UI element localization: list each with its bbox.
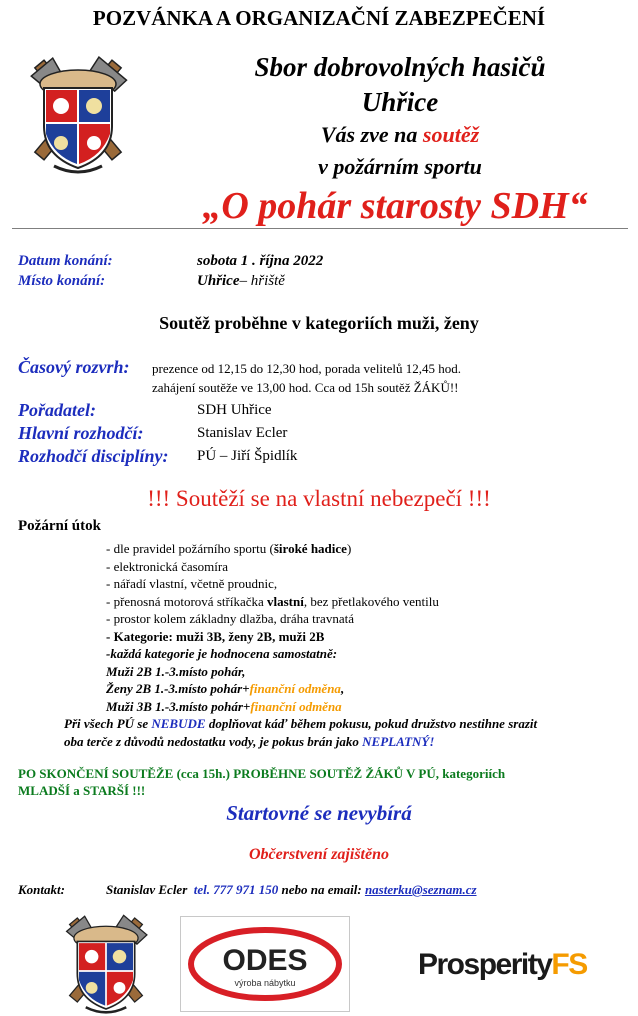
invitation-highlight: soutěž [422,122,480,147]
attack-item-3: - nářadí vlastní, včetně proudnic, [106,576,278,591]
youth-line-2: MLADŠÍ a STARŠÍ !!! [18,783,146,798]
chief-judge-value: Stanislav Ecler [197,425,288,441]
firefighter-emblem-icon [52,906,160,1014]
contact-phone: tel. 777 971 150 [193,882,279,897]
place-label: Místo konání: [18,273,106,289]
attack-item-7: -každá kategorie je hodnocena samostatně: [106,646,338,661]
schedule-line-1: prezence od 12,15 do 12,30 hod, porada velitelů 12,45 hod. [152,361,462,376]
attack-item-2: - elektronická časomíra [106,558,228,574]
schedule-line-2: zahájení soutěže ve 13,00 hod. Cca od 15h soutěž ŽÁKŮ!! [152,380,459,395]
invitation-line [190,122,610,148]
cup-name: „O pohár starosty SDH“ [202,185,588,227]
contact-mid: nebo na email: [278,882,365,897]
organization-town: Uhřice [361,87,439,117]
prosperity-logo [418,948,587,982]
contact-label: Kontakt: [18,882,65,897]
youth-line-1: PO SKONČENÍ SOUTĚŽE (cca 15h.) PROBĚHNE SOUTĚŽ ŽÁKŮ V PÚ, kategoriích [18,766,506,781]
discipline-judges-label: Rozhodčí disciplíny: [18,446,169,466]
prosperity-suffix: FS [551,948,587,981]
odes-logo [180,916,350,1012]
contact-name: Stanislav Ecler [106,882,188,897]
contact-details [106,882,477,898]
place-value-rest: – hřiště [239,273,285,289]
organizer-label: Pořadatel: [18,400,96,420]
discipline-judges-value: PÚ – Jiří Špidlík [197,448,298,464]
attack-list [106,540,439,715]
categories-heading: Soutěž proběhne v kategoriích muži, ženy [159,313,479,333]
odes-name: ODES [222,944,308,977]
attack-note [64,715,537,750]
odes-logo-graphic [181,917,349,1011]
contact-email-link[interactable]: nasterku@seznam.cz [364,882,477,897]
attack-item-1: - dle pravidel požárního sportu (široké hadice) [106,541,352,556]
invitation-line-2: v požárním sportu [318,154,482,179]
page-title: POZVÁNKA A ORGANIZAČNÍ ZABEZPEČENÍ [92,6,546,30]
organization-name: Sbor dobrovolných hasičů [254,52,546,82]
attack-item-6: - Kategorie: muži 3B, ženy 2B, muži 2B [106,628,325,644]
prosperity-main: Prosperity [418,948,552,981]
organizer-value: SDH Uhřice [197,402,272,418]
invitation-prefix: Vás zve na [320,122,423,147]
date-label: Datum konání: [18,253,113,269]
place-value-bold: Uhřice [197,273,240,289]
attack-note-line-2: oba terče z důvodů nedostatku vody, je pokus brán jako NEPLATNÝ! [64,733,435,749]
chief-judge-label: Hlavní rozhodčí: [18,423,144,443]
refreshments-note: Občerstvení zajištěno [249,846,389,863]
attack-item-5: - prostor kolem základny dlažba, dráha travnatá [106,611,354,626]
attack-item-9: Ženy 2B 1.-3.místo pohár+finanční odměna, [106,681,345,696]
attack-heading: Požární útok [18,518,101,534]
attack-item-4: - přenosná motorová stříkačka vlastní, bez přetlakového ventilu [106,593,439,609]
date-value: sobota 1 . října 2022 [197,253,324,269]
attack-item-10: Muži 3B 1.-3.místo pohár+finanční odměna [106,698,342,714]
place-value [197,273,285,290]
warning-banner: !!! Soutěží se na vlastní nebezpečí !!! [147,486,491,511]
attack-item-8: Muži 2B 1.-3.místo pohár, [106,663,246,679]
entry-fee-note: Startovné se nevybírá [226,801,412,825]
divider [12,228,628,229]
attack-note-line-1: Při všech PÚ se NEBUDE doplňovat káď během pokusu, pokud družstvo nestihne srazit [64,716,538,731]
firefighter-emblem-icon [14,46,142,174]
odes-subtitle: výroba nábytku [234,978,296,988]
schedule-label: Časový rozvrh: [18,357,130,377]
